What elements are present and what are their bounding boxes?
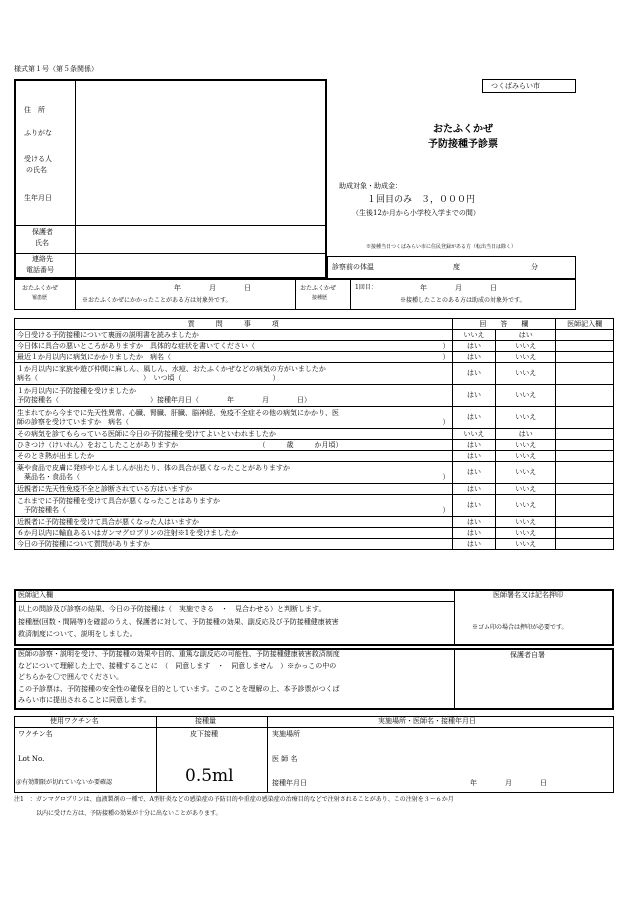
recipient-label-1: 受ける人	[24, 155, 52, 163]
doctor-sign-note: ※ゴム印の場合は押印が必要です。	[472, 624, 568, 631]
divider	[14, 601, 454, 602]
question-text	[15, 484, 453, 495]
contact-label-2: 電話番号	[26, 266, 54, 274]
divider	[156, 716, 157, 793]
question-text	[15, 341, 453, 352]
answer-option[interactable]: いいえ	[496, 484, 556, 495]
temperature-unit-deg: 度	[453, 263, 460, 271]
question-line: 今日体に具合の悪いところがありますか 具体的な症状を書いてください（ ）	[17, 341, 450, 350]
question-header: 質 問 事 項	[15, 319, 453, 330]
phone-field[interactable]	[78, 255, 324, 277]
answer-option[interactable]: はい	[452, 517, 496, 528]
footnote-line-1: 注1 ：ガンマグロブリンは、血液製剤の一種で、A型肝炎などの感染症の予防目的や重症の感染症の治療目的などで注射されることがあり、この注射を３～６か月	[14, 796, 454, 803]
question-line: その病気を診てもらっている医師に今日の予防接種を受けてよいといわれましたか	[17, 429, 276, 438]
answer-option[interactable]: いいえ	[496, 495, 556, 517]
contact-label-1: 連絡先	[32, 255, 53, 263]
paren-close: ）	[442, 341, 450, 350]
guardian-sign-title: 保護者自署	[510, 651, 545, 659]
consent-line: みらい市に提出されることに同意します。	[18, 696, 151, 704]
form-number: 様式第１号（第５条関係）	[14, 65, 98, 73]
question-row	[15, 385, 614, 407]
answer-option[interactable]: いいえ	[496, 528, 556, 539]
answer-option[interactable]: いいえ	[496, 539, 556, 550]
subsidy-label: 助成対象・助成金：	[339, 182, 402, 190]
question-line: 予防接種名（ ）	[17, 505, 450, 514]
vaccine-history-first: 1回目：	[355, 284, 377, 291]
disease-history-note: ※おたふくかぜにかかったことがある方は対象外です。	[82, 297, 232, 304]
city-box	[482, 79, 576, 93]
question-line: 今日受ける予防接種について裏面の説明書を読みましたか	[17, 330, 199, 339]
paren-close: ）	[442, 505, 450, 514]
temperature-field[interactable]	[398, 259, 568, 277]
question-line: これまでに予防接種を受けて具合が悪くなったことはありますか	[17, 497, 220, 506]
question-row	[15, 462, 614, 484]
answer-option[interactable]: いいえ	[496, 517, 556, 528]
question-row	[15, 539, 614, 550]
divider	[14, 727, 614, 728]
question-row	[15, 451, 614, 462]
question-line: 病名（ ） いつ頃（ ）	[17, 373, 280, 382]
divider	[75, 279, 76, 310]
answer-option[interactable]: いいえ	[496, 341, 556, 352]
table-header-row	[15, 319, 614, 330]
doctor-note-cell[interactable]	[556, 495, 614, 517]
question-row	[15, 528, 614, 539]
question-text	[15, 517, 453, 528]
answer-option[interactable]: はい	[496, 330, 556, 341]
question-line: 薬品名・食品名（ ）	[17, 472, 450, 481]
furigana-label: ふりがな	[24, 129, 52, 137]
answer-option[interactable]: いいえ	[452, 330, 496, 341]
doctor-note-cell[interactable]	[556, 517, 614, 528]
question-line: １か月以内に家族や遊び仲間に麻しん、風しん、水痘、おたふくかぜなどの病気の方がいましたか	[17, 365, 326, 374]
consent-line[interactable]: などについて理解した上で、接種することに （ 同意します ・ 同意しません ）※かっこの中の	[18, 661, 337, 670]
doctor-note-cell[interactable]	[556, 385, 614, 407]
question-line: 薬や食品で皮膚に発疹やじんましんが出たり、体の具合が悪くなったことがありますか	[17, 464, 290, 473]
address-label: 住 所	[24, 106, 45, 114]
temperature-label: 診察前の体温	[332, 263, 374, 271]
title-line-1: おたふくかぜ	[433, 124, 493, 135]
question-line: ひきつけ（けいれん）をおこしたことがありますか （ 歳 か月頃）	[17, 440, 343, 449]
question-line: ６か月以内に輸血あるいはガンマグロブリンの注射※1を受けましたか	[17, 528, 239, 537]
guardian-label-2: 氏名	[35, 239, 49, 247]
doctor-section-title: 医師記入欄	[18, 591, 53, 599]
question-row	[15, 341, 614, 352]
question-line: １か月以内に予防接種を受けましたか	[17, 387, 136, 396]
question-text	[15, 451, 453, 462]
doctor-note-cell[interactable]	[556, 352, 614, 363]
question-line: 予防接種名（ ）接種年月日（ 年 月 日）	[17, 395, 311, 404]
consent-line: 医師の診察・説明を受け、予防接種の効果や目的、重篤な副反応の可能性、予防接種健康被害救済制度	[18, 650, 340, 658]
question-row	[15, 484, 614, 495]
doctor-note-cell[interactable]	[556, 484, 614, 495]
doctor-note-cell[interactable]	[556, 330, 614, 341]
paren-close: ）	[442, 352, 450, 361]
question-row	[15, 429, 614, 440]
vaccine-name-label[interactable]: ワクチン名	[18, 730, 53, 738]
answer-option[interactable]: はい	[452, 528, 496, 539]
answer-option[interactable]: はい	[452, 440, 496, 451]
recipient-name-field[interactable]	[78, 146, 324, 181]
question-text	[15, 495, 453, 517]
answer-option[interactable]: はい	[452, 407, 496, 429]
question-text	[15, 363, 453, 385]
vaccination-date-fields[interactable]: 年 月 日	[470, 779, 547, 787]
question-text	[15, 462, 453, 484]
furigana-field[interactable]	[78, 124, 324, 144]
divider	[295, 279, 296, 310]
answer-option[interactable]: はい	[452, 451, 496, 462]
divider	[267, 716, 268, 793]
answer-option[interactable]: はい	[452, 539, 496, 550]
doctor-name-label[interactable]: 医 師 名	[272, 755, 298, 763]
divider	[454, 590, 455, 646]
disease-history-label-1: おたふくかぜ	[22, 285, 59, 292]
questionnaire-table	[14, 318, 614, 550]
question-text	[15, 440, 453, 451]
birthdate-field[interactable]	[78, 183, 324, 223]
question-line: 師の診察を受けていますか 病名（ ）	[17, 417, 450, 426]
consent-line: この予診票は、予防接種の安全性の確保を目的としています。このことを理解の上、本予診票がつくば	[18, 684, 340, 693]
answer-option[interactable]: いいえ	[496, 462, 556, 484]
question-row	[15, 352, 614, 363]
doctor-note-cell[interactable]	[556, 363, 614, 385]
answer-option[interactable]: いいえ	[496, 352, 556, 363]
consent-line: どちらかを〇で囲んでください。	[18, 673, 123, 681]
temperature-box	[327, 256, 576, 279]
expiry-note: ＠有効期限が切れていないか要確認	[16, 779, 113, 786]
question-text	[15, 429, 453, 440]
question-row	[15, 440, 614, 451]
divider	[14, 225, 327, 226]
place-label[interactable]: 実施場所	[272, 730, 300, 738]
answer-option[interactable]: いいえ	[452, 429, 496, 440]
recipient-label-2: の氏名	[26, 166, 47, 174]
answer-option[interactable]: はい	[452, 462, 496, 484]
place-header: 実施場所・医師名・接種年月日	[378, 717, 476, 725]
doctor-note-cell[interactable]	[556, 539, 614, 550]
question-row	[15, 517, 614, 528]
question-text	[15, 330, 453, 341]
doctor-explanation-2: 救済制度について、説明をしました。	[18, 630, 137, 638]
birthdate-label: 生年月日	[24, 194, 52, 202]
doctor-note-cell[interactable]	[556, 440, 614, 451]
question-text	[15, 539, 453, 550]
question-line: 近親者に先天性免疫不全と診断されている方はいますか	[17, 484, 192, 493]
question-line: 今日の予防接種について質問がありますか	[17, 539, 150, 548]
doctor-note-cell[interactable]	[556, 451, 614, 462]
doctor-note-cell[interactable]	[556, 341, 614, 352]
question-row	[15, 363, 614, 385]
vaccine-history-note: ※接種したことのある方は助成の対象外です。	[400, 297, 526, 304]
answer-option[interactable]: はい	[452, 363, 496, 385]
doctor-sign-field[interactable]	[458, 603, 610, 643]
divider	[454, 649, 455, 710]
subsidy-eligibility: （生後12か月から小学校入学までの間）	[352, 209, 480, 217]
guardian-sign-field[interactable]	[458, 664, 610, 706]
lot-number-label[interactable]: Lot No.	[18, 755, 45, 763]
address-field[interactable]	[78, 82, 324, 122]
vaccine-history-label-2: 接種歴	[312, 295, 328, 301]
doctor-header: 医師記入欄	[556, 319, 614, 330]
answer-option[interactable]: はい	[452, 495, 496, 517]
vaccine-history-date[interactable]: 年 月 日	[420, 284, 497, 292]
answer-option[interactable]: いいえ	[496, 451, 556, 462]
divider	[14, 253, 327, 254]
question-text	[15, 352, 453, 363]
question-line: 最近１か月以内に病気にかかりましたか 病名（ ）	[17, 352, 450, 361]
disease-history-label-2: 罹患歴	[32, 295, 48, 301]
answer-option[interactable]: はい	[452, 352, 496, 363]
paren-close: ）	[442, 472, 450, 481]
question-row	[15, 407, 614, 429]
doctor-judgement[interactable]: 以上の問診及び診察の結果、今日の予防接種は（ 実施できる ・ 見合わせる）と判断します。	[18, 605, 326, 613]
paren-close: ）	[442, 417, 450, 426]
doctor-explanation-1: 接種歴(回数・間隔等)を確認のうえ、保護者に対して、予防接種の効果、副反応及び予防接種健康被害	[18, 618, 339, 626]
answer-option[interactable]: いいえ	[496, 363, 556, 385]
question-row	[15, 330, 614, 341]
vaccine-history-label-1: おたふくかぜ	[300, 285, 337, 292]
vaccine-name-header: 使用ワクチン名	[50, 717, 99, 725]
guardian-label-1: 保護者	[32, 228, 53, 236]
answer-option[interactable]: いいえ	[496, 407, 556, 429]
answer-option[interactable]: はい	[452, 341, 496, 352]
question-line: 近親者に予防接種を受けて具合が悪くなった人はいますか	[17, 517, 199, 526]
dose-amount: 0.5ml	[185, 766, 234, 786]
residence-note: ※接種当日つくばみらい市に住民登録がある方（転出当日は除く）	[366, 244, 517, 250]
question-text	[15, 528, 453, 539]
vaccination-date-label: 接種年月日	[272, 779, 307, 787]
answer-option[interactable]: いいえ	[496, 440, 556, 451]
temperature-unit-min: 分	[531, 263, 538, 271]
city-name: つくばみらい市	[491, 82, 540, 90]
answer-option[interactable]: はい	[452, 484, 496, 495]
guardian-name-field[interactable]	[78, 227, 324, 251]
footnote-line-2: 以内に受けた方は、予防接種の効果が十分に出ないことがあります。	[36, 810, 222, 817]
divider	[350, 279, 351, 310]
doctor-note-cell[interactable]	[556, 528, 614, 539]
doctor-sign-title: 医師署名又は記名押印	[493, 591, 563, 599]
question-line: そのとき熱が出ましたか	[17, 451, 94, 460]
disease-history-date[interactable]: 年 月 日	[174, 284, 251, 292]
doctor-note-cell[interactable]	[556, 429, 614, 440]
answer-option[interactable]: はい	[452, 385, 496, 407]
subsidy-amount: １回目のみ ３，０００円	[367, 195, 476, 205]
dose-header: 接種量	[195, 717, 216, 725]
answer-option[interactable]: いいえ	[496, 385, 556, 407]
doctor-note-cell[interactable]	[556, 407, 614, 429]
question-text	[15, 407, 453, 429]
label-column-divider	[75, 80, 76, 279]
doctor-note-cell[interactable]	[556, 462, 614, 484]
route-label: 皮下接種	[190, 730, 218, 738]
question-line: 生まれてから今までに先天性異常、心臓、腎臓、肝臓、脳神経、免疫不全症その他の病気にかかり、医	[17, 409, 339, 418]
question-row	[15, 495, 614, 517]
answer-option[interactable]: はい	[496, 429, 556, 440]
answer-header: 回 答 欄	[452, 319, 556, 330]
question-text	[15, 385, 453, 407]
title-line-2: 予防接種予診票	[428, 139, 498, 150]
